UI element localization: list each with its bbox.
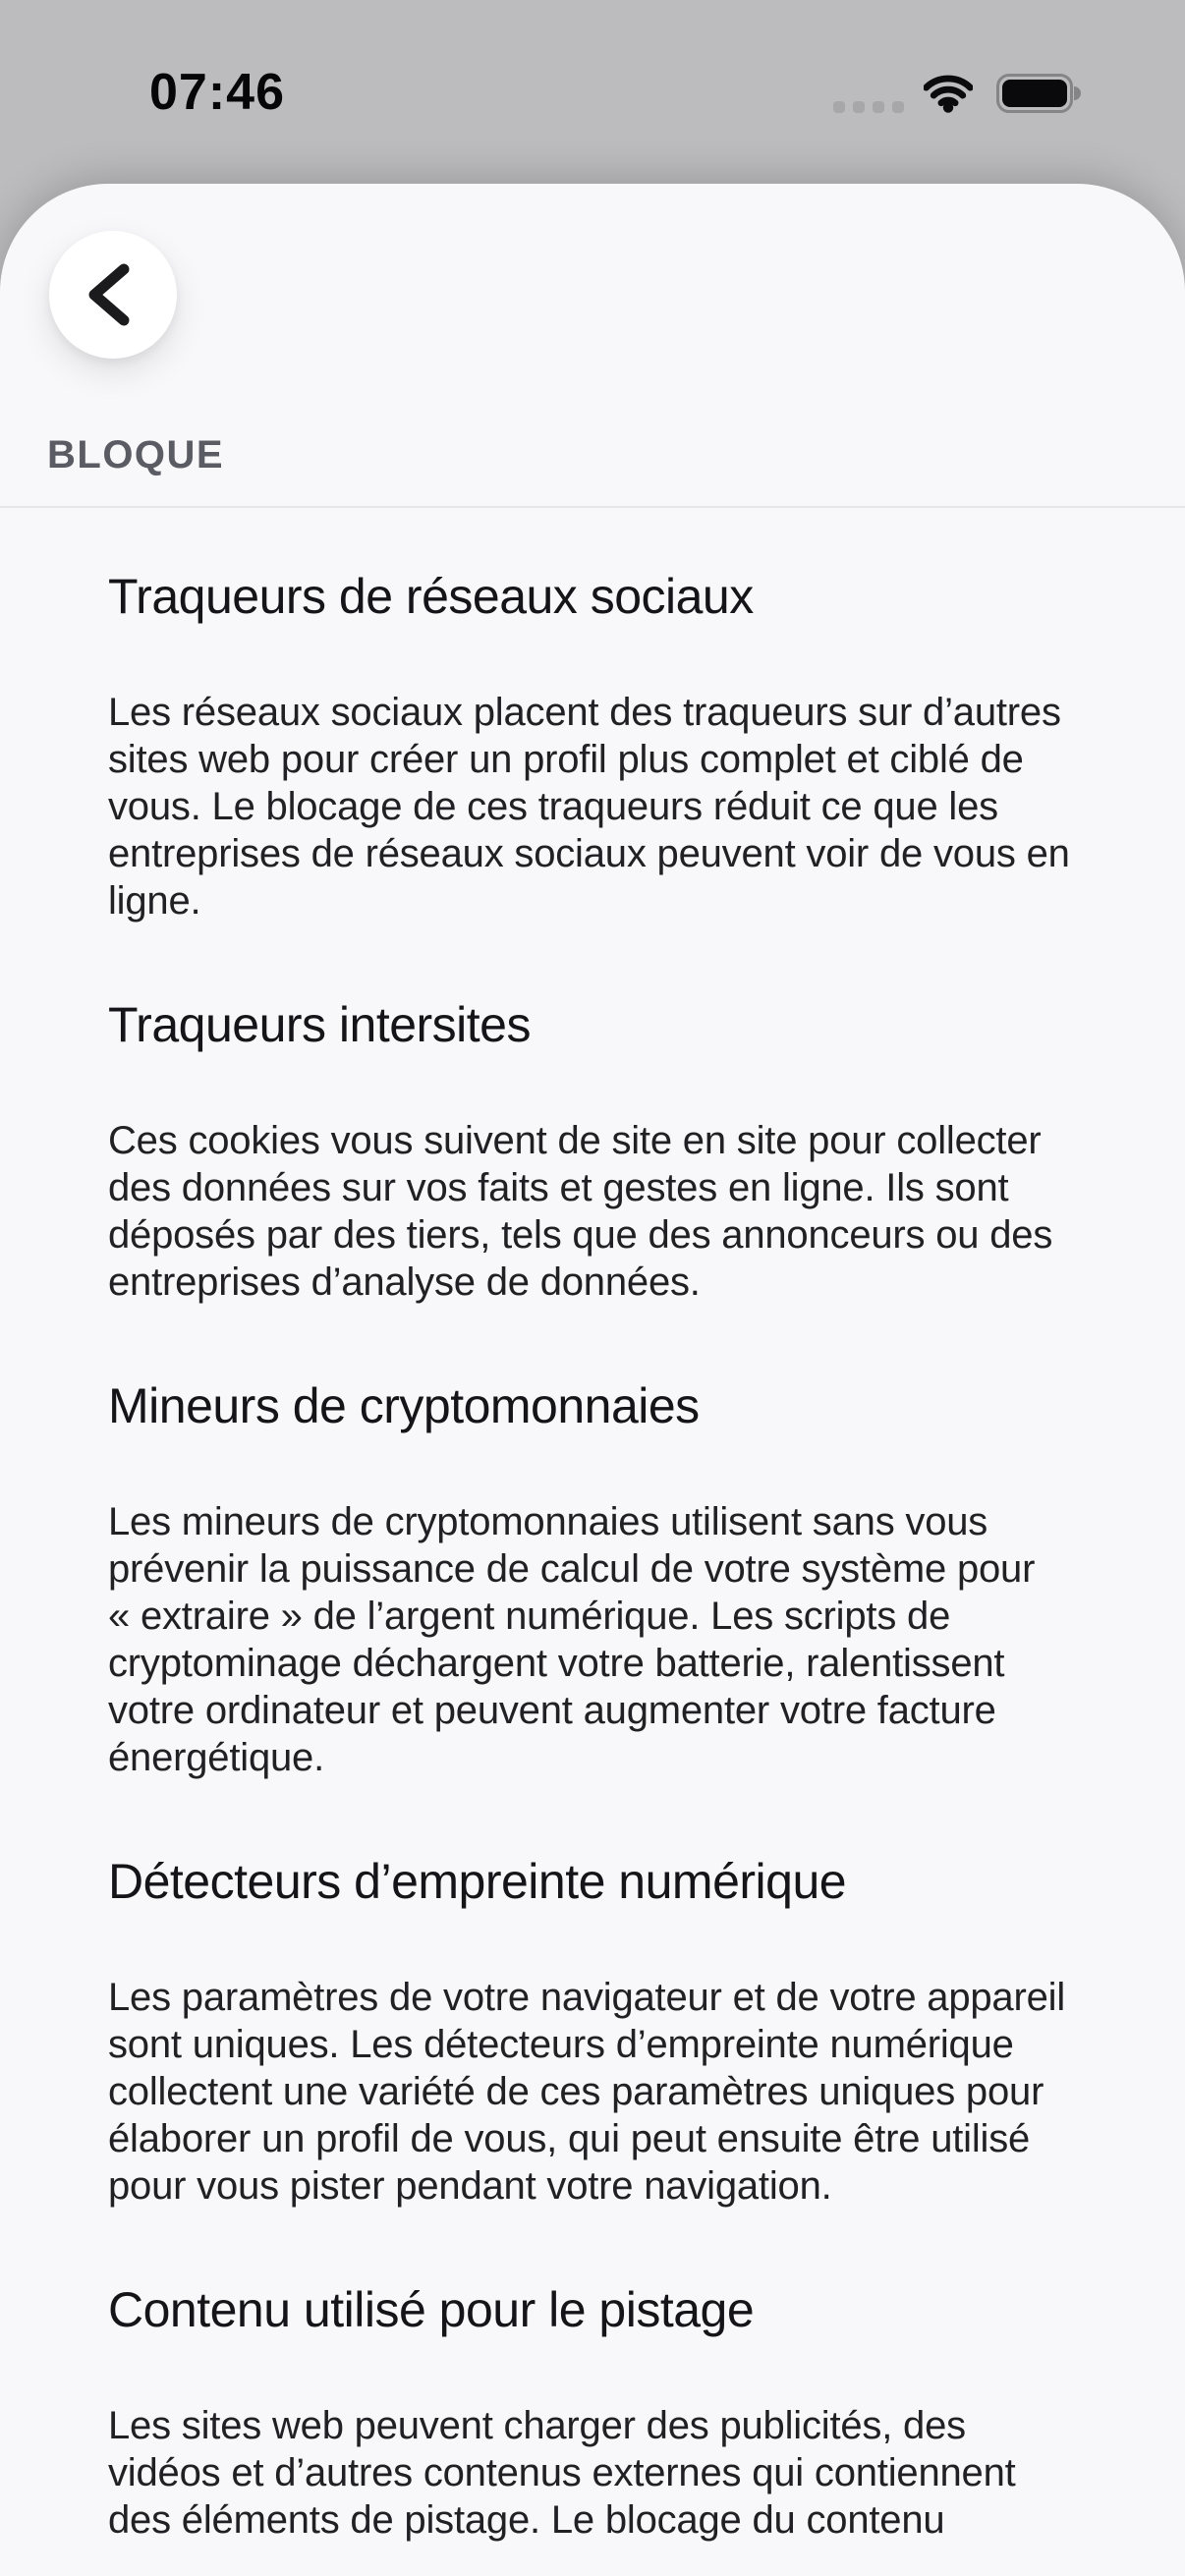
- battery-level: [1002, 80, 1067, 107]
- section-body-cryptominers: Les mineurs de cryptomonnaies utilisent sans vous prévenir la puissance de calcul de votre système pour « extraire » de l’argent numérique. Les scripts de cryptominage déchargent votre batterie, ralentissent votre ordinateur et peuvent augmenter votre facture énergétique.: [108, 1500, 1036, 1779]
- status-bar: [0, 0, 1185, 184]
- signal-dot: [853, 101, 865, 113]
- section-title-fingerprinters: Détecteurs d’empreinte numérique: [108, 1854, 847, 1909]
- cellular-signal-icon: [833, 101, 904, 113]
- battery-cap: [1074, 86, 1081, 100]
- back-button[interactable]: [49, 231, 177, 359]
- section-body-cross-site-trackers: Ces cookies vous suivent de site en site pour collecter des données sur vos faits et gestes en ligne. Ils sont déposés par des tiers, tels que des annonceurs ou des entreprises d’analyse de données.: [108, 1119, 1053, 1304]
- signal-dot: [833, 101, 845, 113]
- section-title-cryptominers: Mineurs de cryptomonnaies: [108, 1378, 700, 1433]
- section-title-social-trackers: Traqueurs de réseaux sociaux: [108, 569, 754, 624]
- signal-dot: [873, 101, 884, 113]
- tracking-protection-sheet: [0, 184, 1185, 2576]
- chevron-left-icon: [49, 231, 177, 359]
- section-title-cross-site-trackers: Traqueurs intersites: [108, 997, 531, 1052]
- battery-icon: [996, 74, 1081, 113]
- signal-dot: [892, 101, 904, 113]
- section-body-tracking-content: Les sites web peuvent charger des publicités, des vidéos et d’autres contenus externes qui contiennent des éléments de pistage. Le blocage du contenu: [108, 2404, 1016, 2542]
- status-icons: [833, 74, 1081, 113]
- section-body-fingerprinters: Les paramètres de votre navigateur et de votre appareil sont uniques. Les détecteurs d’empreinte numérique collectent une variété de ces paramètres uniques pour élaborer un profil de vous, qui peut ensuite être utilisé pour vous pister pendant votre navigation.: [108, 1976, 1066, 2208]
- section-body-social-trackers: Les réseaux sociaux placent des traqueurs sur d’autres sites web pour créer un profil plus complet et ciblé de vous. Le blocage de ces traqueurs réduit ce que les entreprises de réseaux sociaux peuvent voir de vous en ligne.: [108, 691, 1070, 923]
- wifi-icon: [924, 74, 973, 113]
- section-header-blocked: BLOQUE: [47, 433, 225, 476]
- scroll-area[interactable]: [0, 508, 1185, 2576]
- status-time: 07:46: [149, 64, 285, 121]
- section-title-tracking-content: Contenu utilisé pour le pistage: [108, 2282, 755, 2337]
